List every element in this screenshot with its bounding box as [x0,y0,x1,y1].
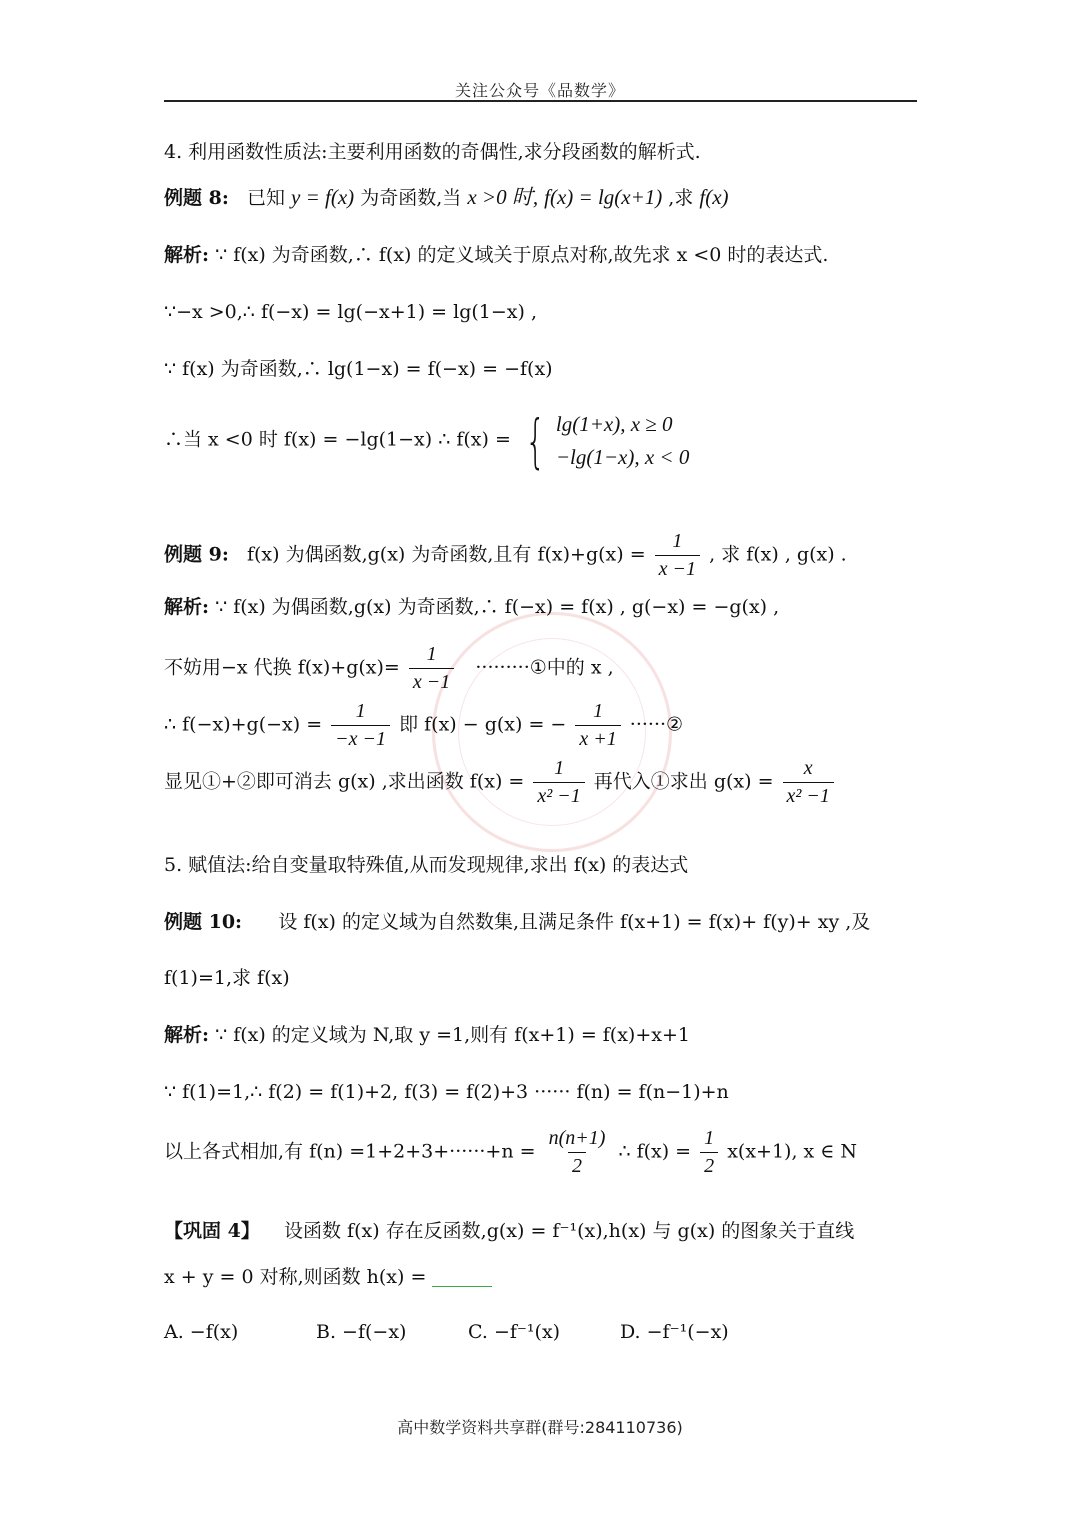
practice-options [164,1323,772,1342]
solution-line: ∵ f(x) 为奇函数,∴ f(x) 的定义域关于原点对称,故先求 x <0 时的表达式. [215,244,829,266]
piecewise-cases [556,408,689,473]
example-9 [164,530,847,581]
example-10-label: 例题 10: [164,911,243,933]
option-d[interactable]: D. −f⁻¹(−x) [620,1321,729,1343]
practice-label: 【巩固 4】 [164,1220,260,1242]
example-8-solution-3: ∵ f(x) 为奇函数,∴ lg(1−x) = f(−x) = −f(x) [164,358,553,380]
example-9-text-b: , 求 f(x) , g(x) . [709,543,847,566]
solution-text: ·········①中的 x , [475,656,614,679]
practice-text-2: x + y = 0 对称,则函数 h(x) = [164,1266,427,1288]
example-9-solution-3 [164,700,683,751]
example-10-solution-2: ∵ f(1)=1,∴ f(2) = f(1)+2, f(3) = f(2)+3 ······ f(n) = f(n−1)+n [164,1081,729,1103]
option-a[interactable]: A. −f(x) [164,1321,239,1343]
option-b[interactable]: B. −f(−x) [316,1321,407,1343]
example-10 [164,913,870,932]
example-8-solution-2: ∵−x >0,∴ f(−x) = lg(−x+1) = lg(1−x) , [164,301,538,323]
example-9-solution-4 [164,757,837,808]
example-10-text-2: f(1)=1,求 f(x) [164,967,290,989]
page-footer: 高中数学资料共享群(群号:284110736) [397,1418,683,1437]
section-4-heading: 4. 利用函数性质法:主要利用函数的奇偶性,求分段函数的解析式. [164,141,701,163]
solution-label: 解析: [164,596,210,618]
solution-label: 解析: [164,1024,210,1046]
solution-text: 显见①+②即可消去 g(x) ,求出函数 f(x) = [164,770,525,793]
example-9-text-a: f(x) 为偶函数,g(x) 为奇函数,且有 f(x)+g(x) = [246,543,646,566]
example-9-solution-1 [164,598,779,617]
example-8-solution-1 [164,246,828,265]
practice-text: 设函数 f(x) 存在反函数,g(x) = f⁻¹(x),h(x) 与 g(x) 的图象关于直线 [284,1220,855,1242]
case-1: lg(1+x), x ≥ 0 [555,412,673,436]
fraction: $\frac{x}{\text{x² −1}}$ [783,757,834,808]
fraction: $\frac{1}{\text{x² −1}}$ [533,757,584,808]
section-5-heading: 5. 赋值法:给自变量取特殊值,从而发现规律,求出 f(x) 的表达式 [164,854,689,876]
practice-question-2 [164,1266,492,1287]
fraction: $\frac{1}{x -1}$ [655,530,700,581]
example-8 [164,187,729,208]
solution-text: 以上各式相加,有 f(n) =1+2+3+······+n = [164,1140,536,1163]
page-header: 关注公众号《品数学》 [454,81,625,100]
fraction: $\frac{1}{-x -1}$ [331,700,390,751]
solution-line: ∵ f(x) 的定义域为 N,取 y =1,则有 f(x+1) = f(x)+x+1 [215,1024,690,1046]
option-c[interactable]: C. −f⁻¹(x) [468,1321,561,1343]
example-8-math-c: f(x) = lg(x+1) [544,185,663,209]
answer-blank[interactable] [432,1266,492,1287]
practice-question [164,1222,854,1241]
fraction: $\frac{n(n+1)}{2}$ [548,1127,606,1177]
fraction: $\frac{1}{x +1}$ [575,700,620,751]
solution-label: 解析: [164,244,210,266]
header-rule [164,100,917,102]
example-8-text-b: 为奇函数,当 [360,187,462,209]
solution-line: ∵ f(x) 为偶函数,g(x) 为奇函数,∴ f(−x) = f(x) , g(−x) = −g(x) , [215,596,780,618]
piecewise-prefix: ∴当 x <0 时 f(x) = −lg(1−x) ∴ f(x) = [164,428,511,451]
solution-text: 即 f(x) − g(x) = − [399,713,567,736]
example-8-label: 例题 8: [164,187,229,209]
solution-text: ······② [629,713,684,736]
solution-text: 不妨用−x 代换 f(x)+g(x)= [164,656,400,679]
example-8-math-b: x >0 时, [467,185,539,209]
example-8-piecewise [164,408,689,473]
solution-text: x(x+1), x ∈ N [727,1140,858,1163]
example-10-solution-1 [164,1026,690,1045]
example-8-text-a: 已知 [246,187,285,209]
solution-text: ∴ f(x) = [618,1140,692,1163]
example-8-text-c: ,求 [668,187,694,209]
example-9-solution-2 [164,643,614,694]
fraction: $\frac{1}{x -1}$ [409,643,454,694]
example-10-text: 设 f(x) 的定义域为自然数集,且满足条件 f(x+1) = f(x)+ f(y)+ xy ,及 [278,911,871,933]
case-2: −lg(1−x), x < 0 [555,444,690,469]
example-8-math-d: f(x) [699,185,729,209]
example-8-math-a: y = f(x) [291,185,355,209]
solution-text: 再代入①求出 g(x) = [593,770,774,793]
solution-text: ∴ f(−x)+g(−x) = [164,713,323,736]
example-10-solution-3 [164,1127,857,1178]
left-brace: { [525,406,546,475]
fraction: $\frac{1}{2}$ [700,1127,718,1178]
example-9-label: 例题 9: [164,543,229,566]
